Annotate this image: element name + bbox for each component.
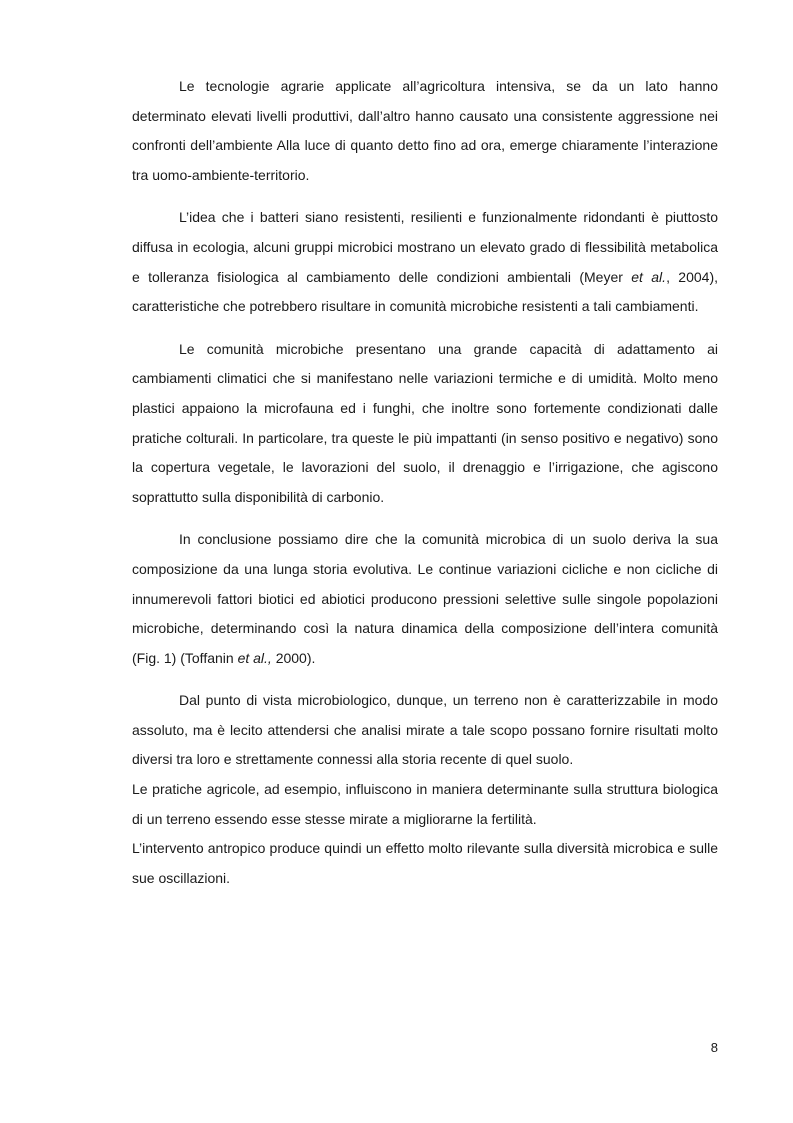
paragraph-microbiological-view	[132, 686, 718, 775]
citation-et-al: et al.,	[237, 649, 272, 666]
paragraph-text: , 2004), caratteristiche che potrebbero risultare in comunità microbiche resistenti a tali cambiamenti.	[132, 268, 718, 315]
paragraph-text: L’intervento antropico produce quindi un effetto molto rilevante sulla diversità microbica e sulle sue oscillazioni.	[132, 840, 718, 886]
paragraph-text: 2000).	[271, 649, 316, 666]
paragraph-conclusion	[132, 525, 718, 673]
text-body	[132, 72, 718, 893]
paragraph-text: Le pratiche agricole, ad esempio, influiscono in maniera determinante sulla struttura biologica di un terreno essendo esse stesse mirate a migliorarne la fertilità.	[132, 781, 718, 827]
paragraph-text: L’idea che i batteri siano resistenti, resilienti e funzionalmente ridondanti è piuttosto diffusa in ecologia, alcuni gruppi microbici mostrano un elevato grado di flessibilità metabolica e tolleranza fisiologica al cambiamento delle condizioni ambientali (Meyer	[132, 209, 718, 285]
paragraph-intensive-agriculture	[132, 72, 718, 190]
paragraph-anthropic-intervention	[132, 834, 718, 893]
paragraph-text: Le comunità microbiche presentano una grande capacità di adattamento ai cambiamenti climatici che si manifestano nelle variazioni termiche e di umidità. Molto meno plastici appaiono la microfauna ed i funghi, che inoltre sono fortemente condizionati dalle pratiche colturali. In particolare, tra queste le più impattanti (in senso positivo e negativo) sono la copertura vegetale, le lavorazioni del suolo, il drenaggio e l’irrigazione, che agiscono soprattutto sulla disponibilità di carbonio.	[132, 340, 718, 505]
paragraph-bacteria-resilience	[132, 203, 718, 321]
paragraph-text: In conclusione possiamo dire che la comunità microbica di un suolo deriva la sua composizione da una lunga storia evolutiva. Le continue variazioni cicliche e non cicliche di innumerevoli fattori biotici ed abiotici producono pressioni selettive sulle singole popolazioni microbiche, determinando così la natura dinamica della composizione dell’intera comunità (Fig. 1) (Toffanin	[132, 531, 718, 666]
paragraph-agricultural-practices	[132, 775, 718, 834]
paragraph-text: Dal punto di vista microbiologico, dunque, un terreno non è caratterizzabile in modo assoluto, ma è lecito attendersi che analisi mirate a tale scopo possano fornire risultati molto diversi tra loro e strettamente connessi alla storia recente di quel suolo.	[132, 692, 718, 768]
paragraph-microbial-adaptation	[132, 335, 718, 513]
citation-et-al: et al.	[631, 268, 667, 285]
paragraph-text: Le tecnologie agrarie applicate all’agricoltura intensiva, se da un lato hanno determinato elevati livelli produttivi, dall’altro hanno causato una consistente aggressione nei confronti dell’ambiente Alla luce di quanto detto fino ad ora, emerge chiaramente l’interazione tra uomo-ambiente-territorio.	[132, 78, 718, 183]
page-number: 8	[710, 1040, 718, 1055]
